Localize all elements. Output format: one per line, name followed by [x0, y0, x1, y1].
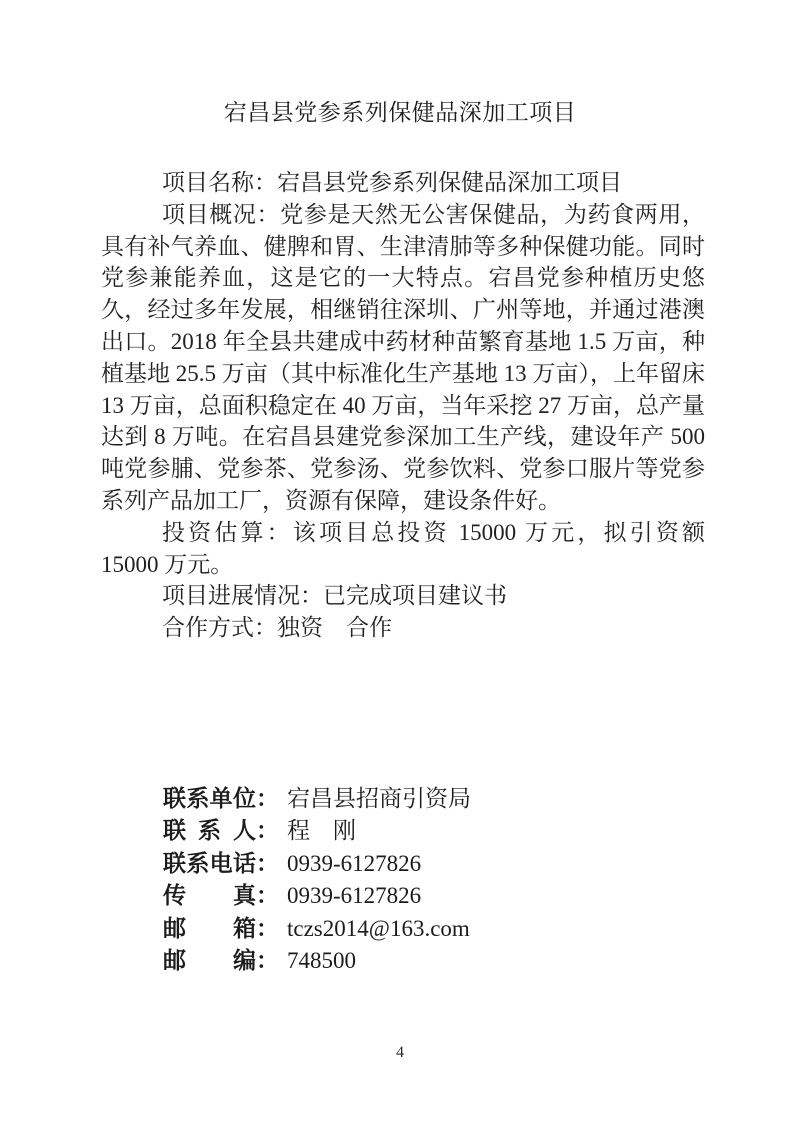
contact-postcode-label: 邮编 — [163, 946, 256, 973]
document-body — [101, 167, 705, 644]
contact-colon: ： — [256, 849, 279, 876]
contact-postcode-value: 748500 — [287, 947, 356, 973]
contact-colon: ： — [256, 817, 279, 844]
contact-person-value: 程 刚 — [287, 818, 356, 844]
contact-fax-value: 0939-6127826 — [287, 883, 422, 909]
contact-email-value: tczs2014@163.com — [287, 915, 470, 941]
contact-phone-label: 联系电话 — [163, 849, 256, 876]
contact-email-label: 邮箱 — [163, 914, 256, 941]
contact-unit-label: 联系单位 — [163, 785, 256, 811]
contact-colon: ： — [256, 785, 279, 811]
contact-unit-value: 宕昌县招商引资局 — [287, 786, 471, 811]
contact-colon: ： — [256, 882, 279, 909]
contact-row-email — [163, 912, 471, 944]
contact-phone-value: 0939-6127826 — [287, 850, 422, 876]
page-number: 4 — [396, 1044, 404, 1061]
contact-block — [163, 782, 471, 976]
paragraph-project-overview: 项目概况：党参是天然无公害保健品，为药食两用，具有补气养血、健脾和胃、生津清肺等多种保健功能。同时党参兼能养血，这是它的一大特点。宕昌党参种植历史悠久，经过多年发展，相继销往深圳、广州等地，并通过港澳出口。2018 年全县共建成中药材种苗繁育基地 1.5 万亩，种植基地 25.5 万亩（其中标准化生产基地 13 万亩），上年留床 13 万亩，总面积稳定在 40 万亩，当年采挖 27 万亩，总产量达到 8 万吨。在宕昌县建党参深加工生产线，建设年产 500 吨党参脯、党参茶、党参汤、党参饮料、党参口服片等党参系列产品加工厂，资源有保障，建设条件好。 — [101, 201, 705, 513]
contact-row-fax — [163, 879, 471, 911]
paragraph-project-name: 项目名称：宕昌县党参系列保健品深加工项目 — [162, 170, 622, 195]
contact-colon: ： — [256, 914, 279, 941]
contact-fax-label: 传真 — [163, 882, 256, 909]
paragraph-project-progress: 项目进展情况：已完成项目建议书 — [162, 583, 507, 609]
paragraph-investment-estimate: 投资估算：该项目总投资 15000 万元，拟引资额 15000 万元。 — [101, 519, 705, 577]
contact-row-postcode — [163, 944, 471, 976]
page-title: 宕昌县党参系列保健品深加工项目 — [223, 100, 577, 125]
contact-row-phone — [163, 847, 471, 879]
contact-person-label: 联系人 — [163, 817, 256, 844]
contact-row-person — [163, 814, 471, 846]
paragraph-cooperation-mode: 合作方式：独资 合作 — [162, 615, 392, 641]
contact-row-unit — [163, 782, 471, 814]
contact-colon: ： — [256, 946, 279, 973]
